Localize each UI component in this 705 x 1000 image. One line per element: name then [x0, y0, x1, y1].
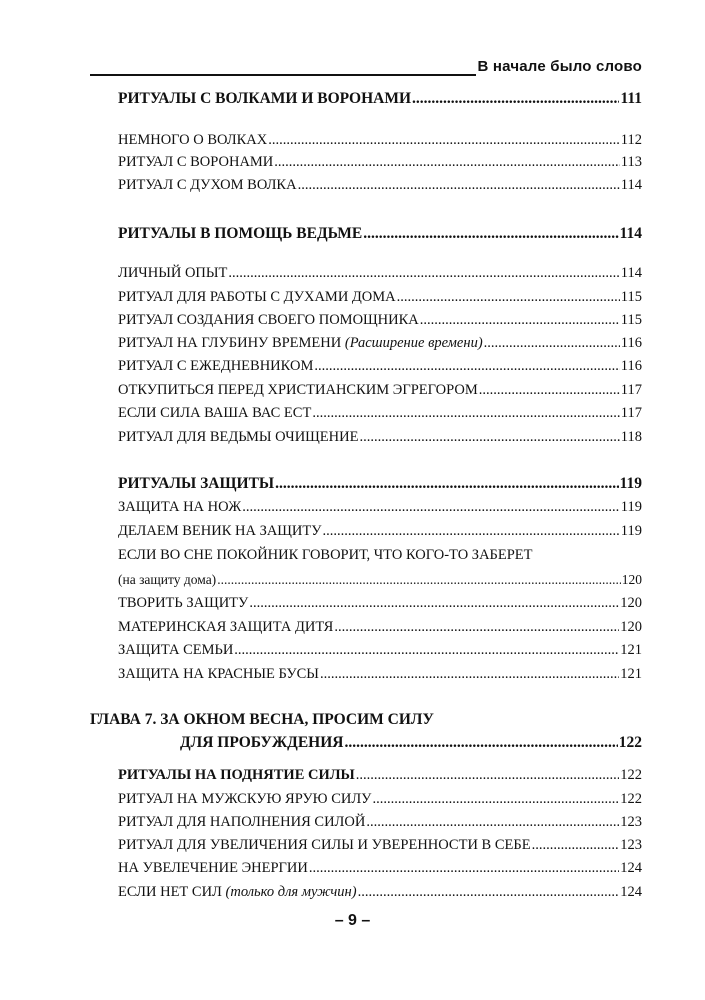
- toc-entry: РИТУАЛ НА ГЛУБИНУ ВРЕМЕНИ (Расширение времени) ..... 116: [118, 336, 642, 351]
- toc-entry: ЕСЛИ СИЛА ВАША ВАС ЕСТ ..... 117: [118, 406, 642, 421]
- toc-entry: НЕМНОГО О ВОЛКАХ ..... 112: [118, 133, 642, 148]
- toc-entry: ТВОРИТЬ ЗАЩИТУ ..... 120: [118, 596, 642, 611]
- toc-entry: РИТУАЛ ДЛЯ ВЕДЬМЫ ОЧИЩЕНИЕ ..... 118: [118, 430, 642, 445]
- chapter-heading: ГЛАВА 7. ЗА ОКНОМ ВЕСНА, ПРОСИМ СИЛУ: [90, 711, 434, 728]
- toc-section-witch-help: РИТУАЛЫ В ПОМОЩЬ ВЕДЬМЕ ..... 114: [118, 226, 642, 242]
- page-number: – 9 –: [334, 912, 371, 929]
- toc-section-raising-power: РИТУАЛЫ НА ПОДНЯТИЕ СИЛЫ ..... 122: [118, 768, 642, 783]
- header-rule: [90, 74, 476, 76]
- header-title: В начале было слово: [477, 58, 642, 75]
- toc-chapter-7: ДЛЯ ПРОБУЖДЕНИЯ ..... 122: [180, 735, 642, 751]
- toc-entry: РИТУАЛ ДЛЯ НАПОЛНЕНИЯ СИЛОЙ ..... 123: [118, 815, 642, 830]
- toc-entry: МАТЕРИНСКАЯ ЗАЩИТА ДИТЯ ..... 120: [118, 620, 642, 635]
- toc-entry: ЗАЩИТА НА КРАСНЫЕ БУСЫ ..... 121: [118, 667, 642, 682]
- toc-entry-line: ЕСЛИ ВО СНЕ ПОКОЙНИК ГОВОРИТ, ЧТО КОГО-ТО ЗАБЕРЕТ: [118, 547, 533, 563]
- toc-entry: РИТУАЛ НА МУЖСКУЮ ЯРУЮ СИЛУ ..... 122: [118, 792, 642, 807]
- toc-entry: НА УВЕЛЕЧЕНИЕ ЭНЕРГИИ ..... 124: [118, 861, 642, 876]
- toc-entry: РИТУАЛ С ДУХОМ ВОЛКА ..... 114: [118, 178, 642, 193]
- toc-entry: ОТКУПИТЬСЯ ПЕРЕД ХРИСТИАНСКИМ ЭГРЕГОРОМ ..... 117: [118, 383, 642, 398]
- running-header: [90, 58, 642, 80]
- toc-entry: (на защиту дома) ..... 120: [118, 573, 642, 587]
- toc-entry: РИТУАЛ ДЛЯ УВЕЛИЧЕНИЯ СИЛЫ И УВЕРЕННОСТИ В СЕБЕ ..... 123: [118, 838, 642, 853]
- toc-entry: ДЕЛАЕМ ВЕНИК НА ЗАЩИТУ ..... 119: [118, 524, 642, 539]
- toc-entry: РИТУАЛ СОЗДАНИЯ СВОЕГО ПОМОЩНИКА ..... 115: [118, 313, 642, 328]
- toc-entry: РИТУАЛ С ВОРОНАМИ ..... 113: [118, 155, 642, 170]
- toc-entry: ЕСЛИ НЕТ СИЛ (только для мужчин) ..... 124: [118, 885, 642, 900]
- toc-entry: РИТУАЛ ДЛЯ РАБОТЫ С ДУХАМИ ДОМА ..... 115: [118, 290, 642, 305]
- toc-entry: ЛИЧНЫЙ ОПЫТ ..... 114: [118, 266, 642, 281]
- toc-entry: ЗАЩИТА СЕМЬИ ..... 121: [118, 643, 642, 658]
- toc-entry: РИТУАЛ С ЕЖЕДНЕВНИКОМ ..... 116: [118, 359, 642, 374]
- toc-entry: ЗАЩИТА НА НОЖ ..... 119: [118, 500, 642, 515]
- toc-section-wolves-ravens: РИТУАЛЫ С ВОЛКАМИ И ВОРОНАМИ ..... 111: [118, 91, 642, 107]
- toc-section-protection: РИТУАЛЫ ЗАЩИТЫ ..... 119: [118, 476, 642, 492]
